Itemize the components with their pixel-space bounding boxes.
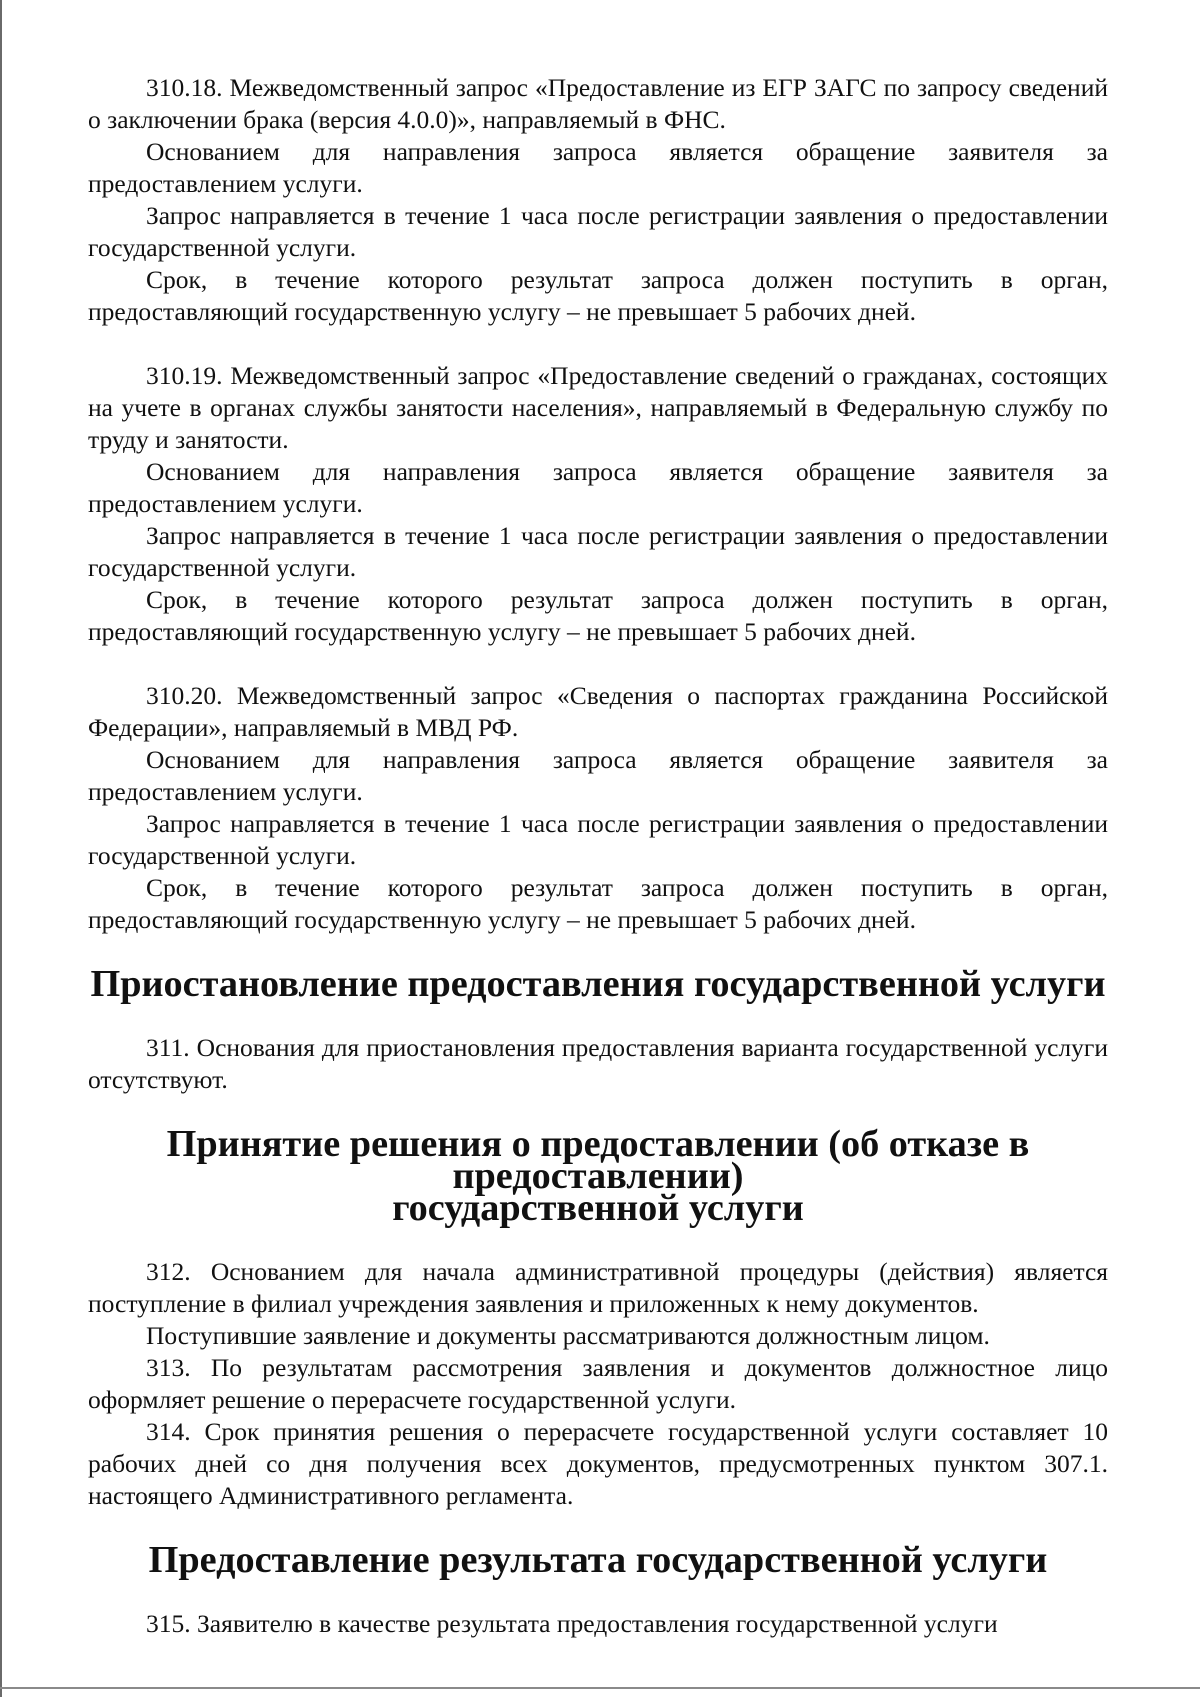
paragraph-315: 315. Заявителю в качестве результата предоставления государственной услуги xyxy=(146,1609,998,1638)
paragraph-basis: Основанием для направления запроса является обращение заявителя за предоставлением услуги. xyxy=(88,137,1108,198)
heading-decision-line1: Принятие решения о предоставлении (об отказе в предоставлении) xyxy=(166,1123,1030,1197)
paragraph-deadline: Срок, в течение которого результат запроса должен поступить в орган, предоставляющий государственную услугу – не превышает 5 рабочих дней. xyxy=(88,585,1108,646)
paragraph-313: 313. По результатам рассмотрения заявления и документов должностное лицо оформляет решение о перерасчете государственной услуги. xyxy=(88,1353,1108,1414)
paragraph-timing: Запрос направляется в течение 1 часа после регистрации заявления о предоставлении государственной услуги. xyxy=(88,809,1108,870)
paragraph-deadline: Срок, в течение которого результат запроса должен поступить в орган, предоставляющий государственную услугу – не превышает 5 рабочих дней. xyxy=(88,265,1108,326)
paragraph-310-20-title: 310.20. Межведомственный запрос «Сведения о паспортах гражданина Российской Федерации», направляемый в МВД РФ. xyxy=(88,681,1108,742)
spacer xyxy=(88,328,1108,360)
heading-decision xyxy=(88,1123,1108,1229)
scan-edge-left xyxy=(0,0,2,1697)
paragraph-312: 312. Основанием для начала административной процедуры (действия) является поступление в филиал учреждения заявления и приложенных к нему документов. xyxy=(88,1257,1108,1318)
paragraph-basis: Основанием для направления запроса является обращение заявителя за предоставлением услуги. xyxy=(88,457,1108,518)
heading-result: Предоставление результата государственной услуги xyxy=(148,1539,1048,1581)
paragraph-312-review: Поступившие заявление и документы рассматриваются должностным лицом. xyxy=(146,1321,990,1350)
document-page xyxy=(88,72,1108,1640)
paragraph-310-19-title: 310.19. Межведомственный запрос «Предоставление сведений о гражданах, состоящих на учете в органах службы занятости населения», направляемый в Федеральную службу по труду и занятости. xyxy=(88,361,1108,454)
paragraph-314: 314. Срок принятия решения о перерасчете государственной услуги составляет 10 рабочих дней со дня получения всех документов, предусмотренных пунктом 307.1. настоящего Административного регламента. xyxy=(88,1417,1108,1510)
paragraph-311: 311. Основания для приостановления предоставления варианта государственной услуги отсутствуют. xyxy=(88,1033,1108,1094)
paragraph-basis: Основанием для направления запроса является обращение заявителя за предоставлением услуги. xyxy=(88,745,1108,806)
paragraph-timing: Запрос направляется в течение 1 часа после регистрации заявления о предоставлении государственной услуги. xyxy=(88,201,1108,262)
heading-suspension: Приостановление предоставления государственной услуги xyxy=(90,963,1106,1005)
paragraph-310-18-title: 310.18. Межведомственный запрос «Предоставление из ЕГР ЗАГС по запросу сведений о заключении брака (версия 4.0.0)», направляемый в ФНС. xyxy=(88,73,1108,134)
spacer xyxy=(88,648,1108,680)
section-310-20 xyxy=(88,680,1108,936)
section-310-19 xyxy=(88,360,1108,648)
paragraph-timing: Запрос направляется в течение 1 часа после регистрации заявления о предоставлении государственной услуги. xyxy=(88,521,1108,582)
section-310-18 xyxy=(88,72,1108,328)
heading-decision-line2: государственной услуги xyxy=(392,1187,804,1229)
scan-edge-bottom xyxy=(0,1687,1200,1689)
paragraph-deadline: Срок, в течение которого результат запроса должен поступить в орган, предоставляющий государственную услугу – не превышает 5 рабочих дней. xyxy=(88,873,1108,934)
